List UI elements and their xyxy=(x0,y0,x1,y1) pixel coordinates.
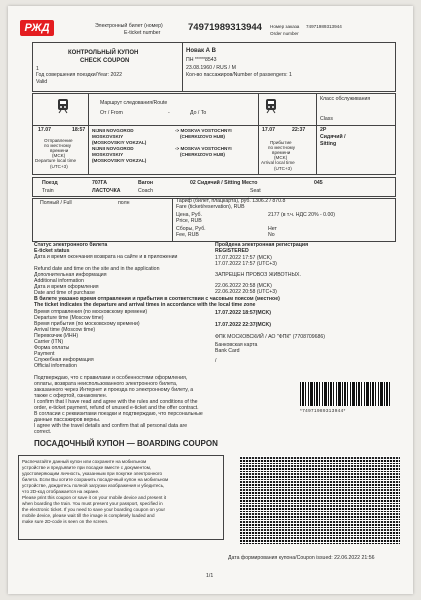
price-value: 2177 (в т.ч. НДС 20% - 0.00) xyxy=(268,212,335,218)
seat-label: 02 Сидячий / Sitting Место xyxy=(190,180,258,186)
train-number: 707ГА xyxy=(92,180,108,186)
refund-date-utc: 17.07.2022 17:57 (UTC+3) xyxy=(215,261,277,267)
eticket-label-en: E-ticket number xyxy=(124,30,161,36)
boarding-text: make sure 2D-code is seen on the screen. xyxy=(22,519,109,524)
dep-moscow-label: Время отправления (по московскому времени) xyxy=(34,309,148,315)
boarding-text: Распечатайте данный купон или сохраните на мобильном xyxy=(22,459,147,464)
purchase-label-ru: Дата и время оформления xyxy=(34,284,99,290)
route-from: От / From xyxy=(100,110,123,116)
agreement-text: также с офертой, ознакомлен. xyxy=(34,393,108,399)
agreement-text: Подтверждаю, что с правилами и особенностями оформления, xyxy=(34,375,188,381)
passenger-count: Кол-во пассажиров/Number of passengers: 1 xyxy=(186,72,292,78)
route-label: Маршрут следования/Route xyxy=(100,100,168,106)
dep-note: Departure local time xyxy=(35,158,77,163)
fees-value: Нет xyxy=(268,226,277,232)
check-coupon-title: КОНТРОЛЬНЫЙ КУПОН xyxy=(68,50,139,56)
dep-note: времени xyxy=(50,148,69,153)
boarding-2d-code xyxy=(240,456,400,544)
route-to: До / To xyxy=(190,110,207,116)
passenger-document: ПН *****8543 xyxy=(186,57,217,63)
passenger-name: Новак А В xyxy=(186,48,216,54)
agreement-text: В согласии с реквизитами поездки и подтверждаю, что персональные xyxy=(34,411,203,417)
refund-label-ru: Дата и время окончания возврата на сайте и в приложении xyxy=(34,254,178,260)
from-station-3: (MOSKOVSKIY VOKZAL) xyxy=(92,140,147,145)
price-label-en: Price, RUB xyxy=(176,218,202,224)
rzd-logo: РЖД xyxy=(20,20,54,36)
barcode-number: *74971989313944* xyxy=(300,408,346,413)
arr-moscow-label-en: Arrival time (Moscow time) xyxy=(34,327,96,333)
refund-date-msk: 17.07.2022 17:57 (MCK) xyxy=(215,255,272,261)
eticket-label-ru: Электронный билет (номер) xyxy=(95,23,163,29)
purchase-date-msk: 22.06.2022 20:58 (MCK) xyxy=(215,283,272,289)
official-label-en: Official information xyxy=(34,363,77,369)
official-value: / xyxy=(215,358,217,364)
addinfo-label-en: Additional information xyxy=(34,278,84,284)
payment-value: Банковская карта xyxy=(215,342,258,348)
passenger-dob: 23.08.1960 / RUS / M xyxy=(186,65,236,71)
official-label: Служебная информация xyxy=(34,357,94,363)
agreement-text: оплаты, возврата неиспользованного электронного билета, xyxy=(34,381,178,387)
to-station-1: -> MOSKVA VOSTOCHNYI xyxy=(175,128,232,133)
from-station-1: NIJNII NOVGOROD xyxy=(92,128,134,133)
arr-note: по местному xyxy=(268,145,296,150)
arr-note: (UTC+3) xyxy=(274,166,292,171)
arrival-date: 17.07 xyxy=(262,127,275,133)
arr-note: времени xyxy=(272,150,291,155)
train-name: ЛАСТОЧКА xyxy=(92,188,121,194)
dep-note: по местному xyxy=(44,143,72,148)
arr-note: Прибытие xyxy=(270,140,292,145)
boarding-text: when boarding the train. You must present your passport, specified in xyxy=(22,501,163,506)
car-label-en: Coach xyxy=(138,188,153,194)
agreement-text: I agree with the travel details and confirm that all personal data are xyxy=(34,423,188,429)
timezone-note-en: The ticket indicates the departure and arrival times in accordance with the local time zone xyxy=(34,302,256,308)
agreement-text: correct. xyxy=(34,429,52,435)
carrier-label-en: Carrier (ITN) xyxy=(34,339,64,345)
boarding-text: удостоверяющим личность, указанным при покупке электронного xyxy=(22,471,163,476)
boarding-text: mobile device, please wait till the image is completely loaded and xyxy=(22,513,155,518)
coupon-issued-date: Дата формирования купона/Coupon issued: 22.06.2022 21:56 xyxy=(228,555,375,561)
dep-note: (MCK) xyxy=(52,153,66,158)
dep-moscow-label-en: Departure time (Moscow time) xyxy=(34,315,104,321)
to-station-b2: (CHERKIZOVO HUB) xyxy=(180,152,225,157)
agreement-text: данные пассажиров верны. xyxy=(34,417,101,423)
train-label-ru: Поезд xyxy=(42,180,58,186)
from-station-b1: NIJNII NOVGOROD xyxy=(92,146,134,151)
fare-full-label: Полный / Full xyxy=(40,200,72,206)
departure-date: 17.07 xyxy=(38,127,51,133)
arr-note: (MCK) xyxy=(274,155,288,160)
tariff-line: Тариф (билет, плацкарта), руб. 1306.2 / 870.8 xyxy=(176,198,286,204)
refund-label-en: Refund date and time on the site and in the application xyxy=(34,266,160,272)
trip-year: Год совершения поездки/Year: 2022 xyxy=(36,72,123,78)
dep-note: (UTC+3) xyxy=(50,164,68,169)
boarding-text: the electronic ticket. If you need to save your boarding coupon on your xyxy=(22,507,166,512)
train-icon xyxy=(264,98,278,114)
seat-label-en: Seat xyxy=(250,188,261,194)
eticket-number: 74971989313944 xyxy=(188,22,262,33)
train-label-en: Train xyxy=(42,188,54,194)
check-coupon-title-en: CHECK COUPON xyxy=(80,58,130,64)
boarding-coupon-title: ПОСАДОЧНЫЙ КУПОН — BOARDING COUPON xyxy=(34,439,218,448)
payment-label: Форма оплаты xyxy=(34,345,70,351)
order-label-en: Order number xyxy=(270,31,299,36)
order-number: 74971989313944 xyxy=(306,24,342,29)
seat-number: 045 xyxy=(314,180,323,186)
fees-label-ru: Сборы, Руб. xyxy=(176,226,206,232)
registration-status: Пройдена электронная регистрация xyxy=(215,242,309,248)
arrival-time: 22:37 xyxy=(292,127,306,133)
arr-moscow-value: 17.07.2022 22:37(MCK) xyxy=(215,322,271,328)
fees-value-en: No xyxy=(268,232,275,238)
to-station-b1: -> MOSKVA VOSTOCHNYI xyxy=(175,146,232,151)
to-station-2: (CHERKIZOVO HUB) xyxy=(180,134,225,139)
addinfo-label-ru: Дополнительная информация xyxy=(34,272,107,278)
carrier-label: Перевозчик (ИНН) xyxy=(34,333,79,339)
boarding-text: билета. Если Вы хотите сохранить посадочный купон на мобильном xyxy=(22,477,169,482)
boarding-text: устройстве и предъявите при посадке вместе с документом, xyxy=(22,465,152,470)
agreement-text: I confirm that I have read and agree with the rules and conditions of the xyxy=(34,399,198,405)
order-label-ru: Номер заказа xyxy=(270,24,300,29)
fare-en: Fare (ticket/reservation), RUB xyxy=(176,204,245,210)
fare-full-value: полн xyxy=(118,200,130,206)
payment-value-en: Bank Card xyxy=(215,348,240,354)
price-label-ru: Цена, Руб. xyxy=(176,212,202,218)
class-label: Класс обслуживания xyxy=(320,96,371,102)
agreement-text: заказанного через Интернет и проезда по электронному билету, а xyxy=(34,387,194,393)
valid-label: Valid xyxy=(36,79,48,85)
carrier-value: ФПК МОСКОВСКИЙ / АО "ФПК" (7708709686) xyxy=(215,334,326,340)
boarding-text: Please print this coupon or save it on your mobile device and present it xyxy=(22,495,167,500)
fees-label-en: Fee, RUB xyxy=(176,232,199,238)
page-number: 1/1 xyxy=(206,573,214,579)
registration-status-en: REGISTERED xyxy=(215,248,249,254)
additional-info: ЗАПРЕЩЕН ПРОВОЗ ЖИВОТНЫХ. xyxy=(215,272,301,278)
ticket-barcode xyxy=(300,382,390,406)
dep-note: Отправление xyxy=(44,138,73,143)
purchase-date-utc: 22.06.2022 20:58 (UTC+3) xyxy=(215,289,277,295)
class-type-en: Sitting xyxy=(320,141,337,147)
status-label-en: E-ticket status xyxy=(34,248,70,254)
arr-note: Arrival local time xyxy=(261,160,295,165)
purchase-label-en: Date and time of purchase xyxy=(34,290,95,296)
from-station-2: MOSKOVSKIY xyxy=(92,134,124,139)
route-dash: - xyxy=(168,110,170,116)
arr-moscow-label: Время прибытия (по московскому времени) xyxy=(34,321,140,327)
timezone-note-ru: В билете указано время отправления и прибытия в соответствии с часовым поясом (местное) xyxy=(34,296,280,302)
boarding-text: что 2D-код отображается на экране. xyxy=(22,489,100,494)
boarding-text: устройстве, дождитесь полной загрузки изображения и убедитесь, xyxy=(22,483,165,488)
from-station-b3: (MOSKOVSKIY VOKZAL) xyxy=(92,158,147,163)
status-label-ru: Статус электронного билета xyxy=(34,242,108,248)
train-icon xyxy=(56,98,70,114)
payment-label-en: Payment xyxy=(34,351,55,357)
agreement-text: order, e-ticket payment, refund of unused e-ticket and the offer contract. xyxy=(34,405,199,411)
from-station-b2: MOSKOVSKIY xyxy=(92,152,124,157)
dep-moscow-value: 17.07.2022 18:57(MCK) xyxy=(215,310,271,316)
car-label-ru: Вагон xyxy=(138,180,154,186)
class-type-ru: Сидячий / xyxy=(320,134,346,140)
class-label-en: Class xyxy=(320,116,333,122)
form-number: 1 xyxy=(36,66,39,72)
departure-time: 18:57 xyxy=(72,127,86,133)
class-value: 2P xyxy=(320,127,327,133)
